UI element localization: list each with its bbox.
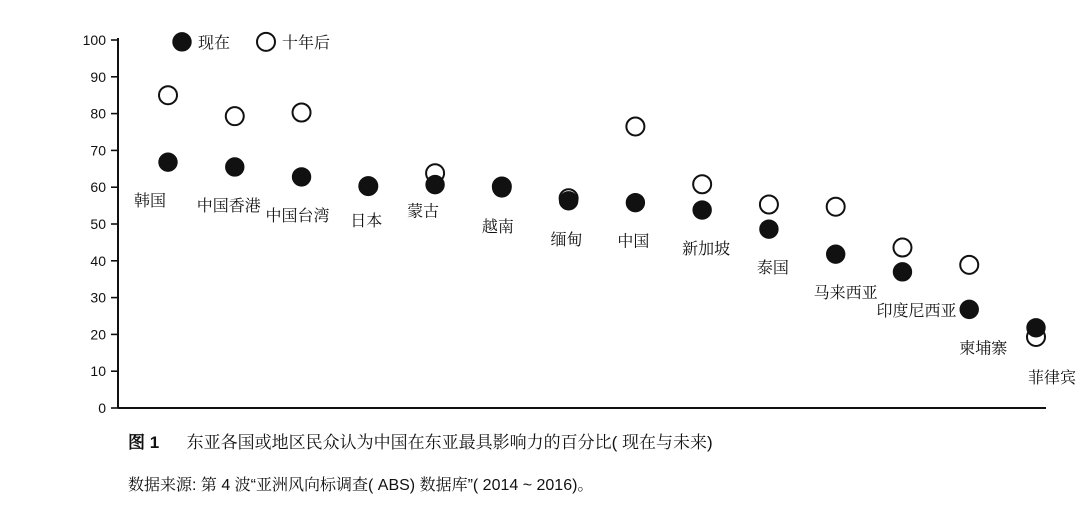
category-label: 蒙古 [407, 203, 440, 221]
category-label: 泰国 [756, 260, 789, 278]
category-label: 菲律宾 [1027, 369, 1077, 387]
caption-source: 数据来源: 第 4 波“亚洲风向标调查( ABS) 数据库”( 2014 ~ 2016)。 [128, 477, 594, 494]
y-tick-label: 90 [90, 68, 106, 85]
category-label: 缅甸 [550, 231, 583, 249]
data-point-now [760, 220, 778, 238]
chart-legend [173, 33, 330, 52]
data-point-future [960, 256, 978, 274]
data-point-future [293, 103, 311, 121]
figure-caption [0, 428, 1080, 495]
y-tick-label: 40 [90, 252, 106, 269]
category-labels [134, 192, 1076, 387]
data-point-now [560, 192, 578, 210]
y-tick-label: 80 [90, 105, 106, 122]
caption-title-line [0, 428, 1080, 458]
caption-title-text: 东亚各国或地区民众认为中国在东亚最具影响力的百分比( 现在与未来) [186, 433, 713, 452]
data-point-now [626, 194, 644, 212]
data-point-future [760, 195, 778, 213]
y-tick-label: 30 [90, 289, 106, 306]
data-point-now [226, 158, 244, 176]
category-label: 印度尼西亚 [876, 302, 957, 320]
data-point-now [159, 153, 177, 171]
legend-label-now: 现在 [198, 34, 231, 52]
category-label: 中国台湾 [265, 207, 330, 225]
legend-marker-now [173, 33, 191, 51]
data-point-now [693, 201, 711, 219]
y-tick-label: 0 [98, 400, 106, 416]
category-label: 越南 [481, 218, 514, 236]
category-label: 日本 [350, 213, 383, 231]
y-tick-label: 50 [90, 216, 106, 232]
y-tick-label: 100 [82, 32, 106, 48]
data-point-now [827, 245, 845, 263]
data-point-future [893, 239, 911, 257]
data-point-now [359, 177, 377, 195]
legend-marker-future [257, 33, 275, 51]
chart-axes [118, 38, 1046, 408]
category-label: 中国 [617, 233, 650, 251]
data-point-now [493, 179, 511, 197]
y-tick-label: 10 [90, 363, 106, 380]
data-point-now [293, 168, 311, 186]
data-point-now [893, 263, 911, 281]
y-axis-ticks [83, 32, 118, 416]
data-point-future [159, 86, 177, 104]
y-tick-label: 70 [90, 142, 106, 159]
category-label: 柬埔寨 [959, 340, 1008, 358]
data-point-now [960, 300, 978, 318]
y-tick-label: 60 [90, 179, 106, 196]
data-point-now [1027, 319, 1045, 337]
data-point-future [626, 117, 644, 135]
category-label: 韩国 [133, 193, 167, 211]
data-point-now [426, 176, 444, 194]
category-label: 新加坡 [682, 241, 731, 259]
y-tick-label: 20 [90, 326, 106, 343]
data-point-future [226, 107, 244, 125]
data-point-future [827, 198, 845, 216]
legend-label-future: 十年后 [282, 34, 331, 52]
category-label: 马来西亚 [813, 285, 878, 303]
figure-number: 图 1 [128, 433, 160, 452]
category-label: 中国香港 [196, 197, 261, 215]
data-point-future [693, 175, 711, 193]
